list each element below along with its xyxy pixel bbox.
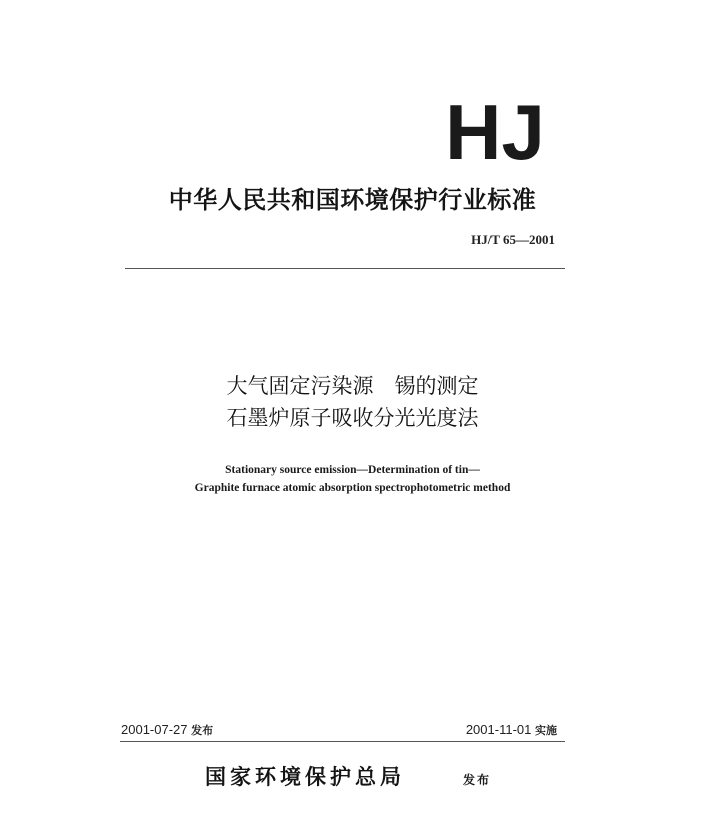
organization-title: 中华人民共和国环境保护行业标准 xyxy=(168,186,537,214)
publish-label: 发布 xyxy=(463,773,492,787)
issuing-agency: 国家环境保护总局 xyxy=(205,764,405,789)
issue-date xyxy=(121,722,213,738)
standard-number: HJ/T 65—2001 xyxy=(471,232,555,247)
issue-date-value: 2001-07-27 xyxy=(121,722,188,737)
implement-date xyxy=(466,722,557,738)
title-zh-line1: 大气固定污染源 锡的测定 xyxy=(226,374,479,398)
title-zh-line2: 石墨炉原子吸收分光光度法 xyxy=(226,406,479,430)
issue-label: 发布 xyxy=(191,724,214,737)
title-en-line1: Stationary source emission—Determination of tin— xyxy=(225,464,480,476)
title-en-line2: Graphite furnace atomic absorption spectrophotometric method xyxy=(194,482,511,494)
bottom-divider xyxy=(120,741,565,742)
implement-date-value: 2001-11-01 xyxy=(465,722,532,737)
hj-logo-text: HJ xyxy=(445,96,545,166)
implement-label: 实施 xyxy=(535,724,557,737)
top-divider xyxy=(125,268,565,269)
hj-logo xyxy=(435,96,555,166)
